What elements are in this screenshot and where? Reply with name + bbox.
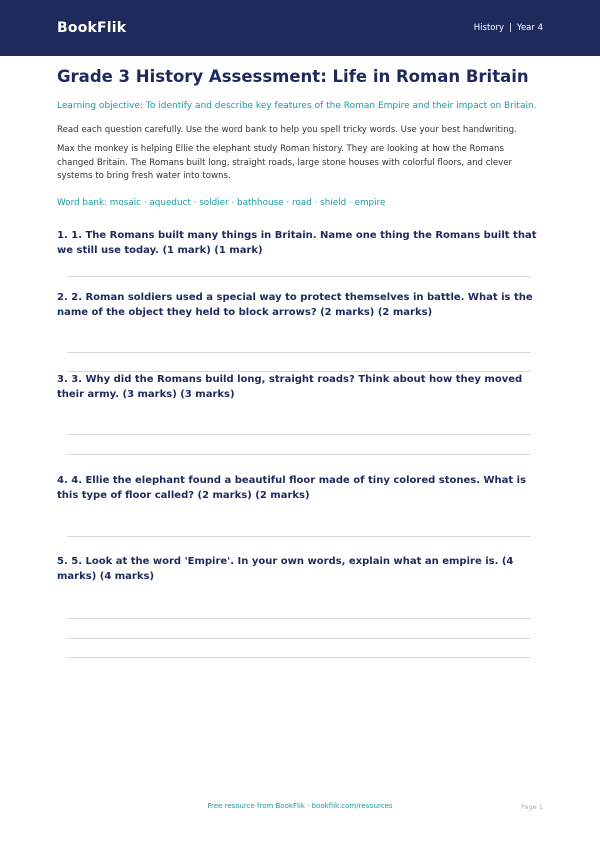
footer-link[interactable]: Free resource from BookFlik · bookflik.com/resources (207, 802, 393, 810)
word-bank: Word bank: mosaic · aqueduct · soldier · bathhouse · road · shield · empire (57, 198, 386, 208)
answer-line[interactable] (67, 371, 531, 372)
answer-line[interactable] (67, 276, 531, 277)
header-subject-year (474, 23, 543, 33)
page-header (0, 0, 600, 56)
question-1: 1. 1. The Romans built many things in Britain. Name one thing the Romans built that we still use today. (1 mark) (1 mark) (57, 230, 537, 256)
question-2: 2. 2. Roman soldiers used a special way to protect themselves in battle. What is the name of the object they held to block arrows? (2 marks) (2 marks) (57, 292, 533, 318)
question-5: 5. 5. Look at the word 'Empire'. In your own words, explain what an empire is. (4 marks) (4 marks) (57, 556, 514, 582)
answer-line[interactable] (67, 434, 531, 435)
answer-line[interactable] (67, 638, 531, 639)
page-number: Page 1 (521, 803, 543, 811)
question-4: 4. 4. Ellie the elephant found a beautiful floor made of tiny colored stones. What is this type of floor called? (2 marks) (2 marks) (57, 475, 527, 501)
answer-line[interactable] (67, 454, 531, 455)
instructions: Read each question carefully. Use the word bank to help you spell tricky words. Use your best handwriting. (57, 125, 517, 135)
answer-line[interactable] (67, 352, 531, 353)
brand-logo-text: BookFlik (57, 20, 127, 36)
header-subject: History (473, 23, 505, 33)
header-separator: | (509, 23, 512, 33)
story-paragraph: Max the monkey is helping Ellie the elephant study Roman history. They are looking at how the Romans changed Britain. The Romans built long, straight roads, large stone houses with colorful floors, and clever systems to bring fresh water into towns. (57, 144, 513, 181)
learning-objective: Learning objective: To identify and describe key features of the Roman Empire and their impact on Britain. (57, 101, 537, 111)
question-3: 3. 3. Why did the Romans build long, straight roads? Think about how they moved their army. (3 marks) (3 marks) (57, 374, 523, 400)
answer-line[interactable] (67, 536, 531, 537)
answer-line[interactable] (67, 657, 531, 658)
header-year: Year 4 (516, 23, 543, 33)
answer-line[interactable] (67, 618, 531, 619)
worksheet-title: Grade 3 History Assessment: Life in Roman Britain (57, 67, 529, 86)
